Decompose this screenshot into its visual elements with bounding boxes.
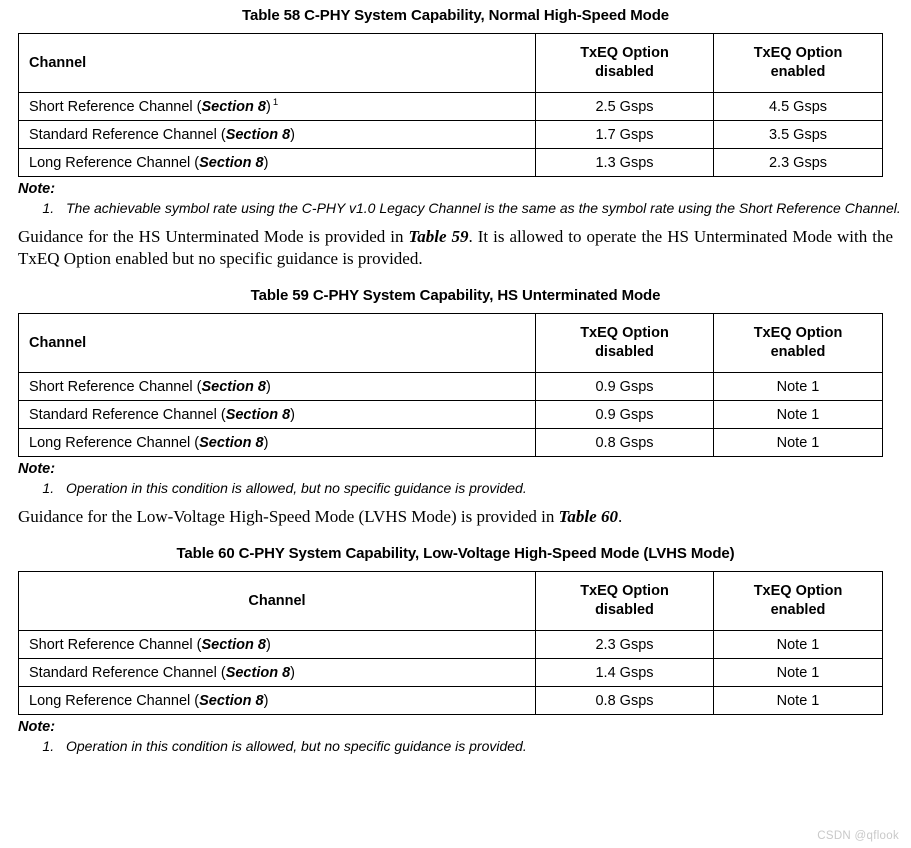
section-reference: Section 8: [225, 664, 291, 681]
table-row: [19, 687, 883, 715]
note-list: [18, 738, 911, 754]
cell-disabled: 0.8 Gsps: [536, 687, 714, 715]
table-row: [19, 373, 883, 401]
header-txeq-enabled-line2: enabled: [770, 602, 826, 618]
header-txeq-enabled-line2: enabled: [770, 344, 826, 360]
table-60: [18, 571, 883, 715]
csdn-watermark: CSDN @qflook: [817, 830, 899, 842]
header-txeq-disabled: [536, 314, 714, 373]
cell-channel: [19, 631, 536, 659]
channel-prefix: Short Reference Channel (: [29, 98, 202, 115]
cell-enabled: 2.3 Gsps: [714, 149, 883, 177]
channel-prefix: Long Reference Channel (: [29, 434, 200, 451]
cell-enabled: Note 1: [714, 687, 883, 715]
cell-enabled: Note 1: [714, 631, 883, 659]
section-reference: Section 8: [201, 98, 266, 115]
channel-prefix: Short Reference Channel (: [29, 378, 202, 395]
table-row: [19, 121, 883, 149]
channel-prefix: Standard Reference Channel (: [29, 406, 226, 423]
paragraph-part2: . It is allowed to operate the HS Unterminated Mode with the TxEQ Option enabled but no specific guidance is provided.: [18, 227, 893, 268]
channel-suffix: ): [263, 692, 269, 709]
cell-channel: [19, 687, 536, 715]
paragraph-part1: Guidance for the HS Unterminated Mode is provided in: [18, 227, 409, 246]
channel-prefix: Standard Reference Channel (: [29, 664, 226, 681]
table-reference: Table 60: [558, 507, 618, 526]
note-list: [18, 480, 911, 496]
note-list: [18, 200, 911, 216]
paragraph-part1: Guidance for the Low-Voltage High-Speed Mode (LVHS Mode) is provided in: [18, 507, 559, 526]
cell-channel: [19, 373, 536, 401]
cell-enabled: 4.5 Gsps: [714, 93, 883, 121]
channel-prefix: Long Reference Channel (: [29, 154, 200, 171]
cell-channel: [19, 149, 536, 177]
channel-suffix: ): [290, 664, 295, 681]
channel-suffix: ): [265, 98, 271, 115]
table-row: [19, 93, 883, 121]
header-txeq-enabled: [714, 34, 883, 93]
paragraph-part2: .: [617, 507, 623, 526]
table-header-row: [19, 34, 883, 93]
header-txeq-enabled: [714, 314, 883, 373]
header-txeq-enabled-line2: enabled: [770, 64, 826, 80]
paragraph-lvhs: [0, 506, 911, 528]
table-60-note: [18, 718, 911, 754]
header-txeq-enabled-line1: TxEQ Option: [753, 325, 843, 341]
cell-channel: [19, 659, 536, 687]
cell-channel: [19, 121, 536, 149]
header-channel: Channel: [19, 572, 536, 631]
note-text: Operation in this condition is allowed, but no specific guidance is provided.: [66, 480, 527, 496]
cell-disabled: 1.7 Gsps: [536, 121, 714, 149]
cell-enabled: 3.5 Gsps: [714, 121, 883, 149]
table-59: [18, 313, 883, 457]
paragraph-hs-unterminated: [0, 226, 911, 270]
channel-prefix: Standard Reference Channel (: [29, 126, 226, 143]
note-heading: Note:: [18, 719, 56, 735]
header-txeq-enabled-line1: TxEQ Option: [753, 45, 843, 61]
cell-channel: [19, 93, 536, 121]
table-58: [18, 33, 883, 177]
header-txeq-enabled-line1: TxEQ Option: [753, 583, 843, 599]
cell-enabled: Note 1: [714, 659, 883, 687]
cell-disabled: 1.3 Gsps: [536, 149, 714, 177]
cell-enabled: Note 1: [714, 401, 883, 429]
table-59-title: Table 59 C-PHY System Capability, HS Unterminated Mode: [250, 287, 661, 304]
cell-disabled: 2.3 Gsps: [536, 631, 714, 659]
section-reference: Section 8: [201, 378, 266, 395]
table-row: [19, 401, 883, 429]
table-reference: Table 59: [408, 227, 469, 246]
header-txeq-disabled: [536, 572, 714, 631]
header-txeq-enabled: [714, 572, 883, 631]
channel-suffix: ): [265, 636, 271, 653]
channel-suffix: ): [290, 406, 295, 423]
channel-prefix: Long Reference Channel (: [29, 692, 200, 709]
note-heading: Note:: [18, 181, 56, 197]
table-row: [19, 149, 883, 177]
table-59-note: [18, 460, 911, 496]
table-row: [19, 659, 883, 687]
header-txeq-disabled-line1: TxEQ Option: [580, 45, 669, 61]
note-list-item: [58, 200, 911, 216]
section-reference: Section 8: [199, 434, 264, 451]
note-list-item: [58, 480, 911, 496]
cell-disabled: 0.9 Gsps: [536, 401, 714, 429]
section-reference: Section 8: [225, 126, 291, 143]
table-row: [19, 429, 883, 457]
table-header-row: [19, 314, 883, 373]
cell-channel: [19, 401, 536, 429]
section-reference: Section 8: [201, 636, 266, 653]
header-txeq-disabled-line2: disabled: [595, 602, 654, 618]
section-reference: Section 8: [199, 692, 264, 709]
table-58-title: Table 58 C-PHY System Capability, Normal High-Speed Mode: [242, 7, 669, 24]
header-txeq-disabled: [536, 34, 714, 93]
note-superscript: 1: [272, 96, 279, 108]
note-text: Operation in this condition is allowed, but no specific guidance is provided.: [66, 738, 527, 754]
channel-suffix: ): [263, 434, 269, 451]
header-txeq-disabled-line2: disabled: [595, 344, 654, 360]
header-txeq-disabled-line2: disabled: [595, 64, 654, 80]
cell-enabled: Note 1: [714, 429, 883, 457]
header-txeq-disabled-line1: TxEQ Option: [580, 325, 669, 341]
header-channel: Channel: [19, 314, 536, 373]
note-list-item: [58, 738, 911, 754]
cell-disabled: 0.9 Gsps: [536, 373, 714, 401]
header-channel: Channel: [19, 34, 536, 93]
header-txeq-disabled-line1: TxEQ Option: [580, 583, 669, 599]
section-reference: Section 8: [225, 406, 291, 423]
table-header-row: [19, 572, 883, 631]
cell-channel: [19, 429, 536, 457]
note-heading: Note:: [18, 461, 56, 477]
table-row: [19, 631, 883, 659]
cell-disabled: 0.8 Gsps: [536, 429, 714, 457]
cell-disabled: 2.5 Gsps: [536, 93, 714, 121]
note-text: The achievable symbol rate using the C-PHY v1.0 Legacy Channel is the same as the symbol rate using the Short Reference Channel.: [66, 200, 901, 216]
cell-enabled: Note 1: [714, 373, 883, 401]
channel-suffix: ): [290, 126, 295, 143]
table-58-note: [18, 180, 911, 216]
section-reference: Section 8: [199, 154, 264, 171]
cell-disabled: 1.4 Gsps: [536, 659, 714, 687]
table-60-title: Table 60 C-PHY System Capability, Low-Voltage High-Speed Mode (LVHS Mode): [176, 545, 735, 562]
channel-suffix: ): [263, 154, 269, 171]
channel-suffix: ): [265, 378, 271, 395]
channel-prefix: Short Reference Channel (: [29, 636, 202, 653]
